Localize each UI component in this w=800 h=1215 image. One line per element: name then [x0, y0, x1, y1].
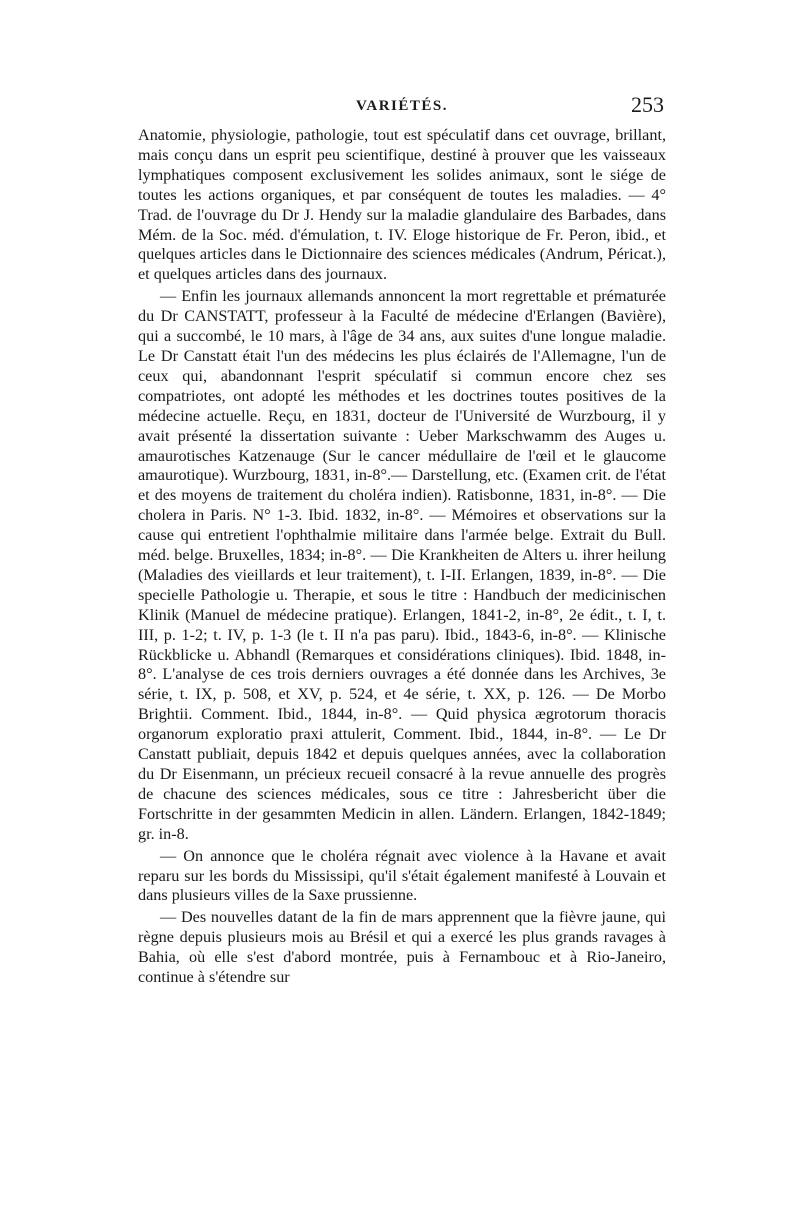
running-title: VARIÉTÉS. [355, 98, 448, 114]
page-number: 253 [631, 92, 664, 117]
body-text [138, 126, 666, 988]
paragraph-cholera: — On annonce que le choléra régnait avec violence à la Havane et avait reparu sur les bords du Mississipi, qu'il s'était également manifesté à Louvain et dans plusieurs villes de la Saxe prussienne. [138, 846, 666, 905]
paragraph-fievre-jaune: — Des nouvelles datant de la fin de mars apprennent que la fièvre jaune, qui règne depuis plusieurs mois au Brésil et qui a exercé les plus grands ravages à Bahia, où elle s'est d'abord montrée, puis à Fernambouc et à Rio-Janeiro, continue à s'étendre sur [138, 908, 666, 987]
paragraph-canstatt: — Enfin les journaux allemands annoncent la mort regrettable et prématurée du Dr CANSTATT, professeur à la Faculté de médecine d'Erlangen (Bavière), qui a succombé, le 10 mars, à l'âge de 34 ans, aux suites d'une longue maladie. Le Dr Canstatt était l'un des médecins les plus éclairés de l'Allemagne, l'un de ceux qui, abandonnant l'esprit spéculatif si commun encore chez ses compatriotes, ont adopté les méthodes et les doctrines toutes positives de la médecine actuelle. Reçu, en 1831, docteur de l'Université de Wurzbourg, il y avait présenté la dissertation suivante : Ueber Markschwamm des Auges u. amaurotisches Katzenauge (Sur le cancer médullaire de l'œil et le glaucome amaurotique). Wurzbourg, 1831, in-8°.— Darstellung, etc. (Examen crit. de l'état et des moyens de traitement du choléra indien). Ratisbonne, 1831, in-8°. — Die cholera in Paris. N° 1-3. Ibid. 1832, in-8°. — Mémoires et observations sur la cause qui entretient l'ophthalmie militaire dans l'armée belge. Extrait du Bull. méd. belge. Bruxelles, 1834; in-8°. — Die Krankheiten de Alters u. ihrer heilung (Maladies des vieillards et leur traitement), t. I-II. Erlangen, 1839, in-8°. — Die specielle Pathologie u. Therapie, et sous le titre : Handbuch der medicinischen Klinik (Manuel de médecine pratique). Erlangen, 1841-2, in-8°, 2e édit., t. I, t. III, p. 1-2; t. IV, p. 1-3 (le t. II n'a pas paru). Ibid., 1843-6, in-8°. — Klinische Rückblicke u. Abhandl (Remarques et considérations cliniques). Ibid. 1848, in-8°. L'analyse de ces trois derniers ouvrages a été donnée dans les Archives, 3e série, t. IX, p. 508, et XV, p. 524, et 4e série, t. XX, p. 126. — De Morbo Brightii. Comment. Ibid., 1844, in-8°. — Quid physica ægrotorum thoracis organorum exploratio praxi attulerit, Comment. Ibid., 1844, in-8°. — Le Dr Canstatt publiait, depuis 1842 et depuis quelques années, avec la collaboration du Dr Eisenmann, un précieux recueil consacré à la revue annuelle des progrès de chacune des sciences médicales, sous ce titre : Jahresbericht über die Fortschritte in der gesammten Medicin in allen. Ländern. Erlangen, 1842-1849; gr. in-8. [138, 287, 666, 843]
paragraph-continuation: Anatomie, physiologie, pathologie, tout est spéculatif dans cet ouvrage, brillant, mais conçu dans un esprit peu scientifique, destiné à prouver que les vaisseaux lymphatiques composent exclusivement les solides animaux, sont le siége de toutes les actions organiques, et par conséquent de toutes les maladies. — 4° Trad. de l'ouvrage du Dr J. Hendy sur la maladie glandulaire des Barbades, dans Mém. de la Soc. méd. d'émulation, t. IV. Eloge historique de Fr. Peron, ibid., et quelques articles dans le Dictionnaire des sciences médicales (Andrum, Péricat.), et quelques articles dans des journaux. [138, 126, 666, 284]
running-head [138, 92, 666, 126]
book-page [138, 92, 666, 988]
